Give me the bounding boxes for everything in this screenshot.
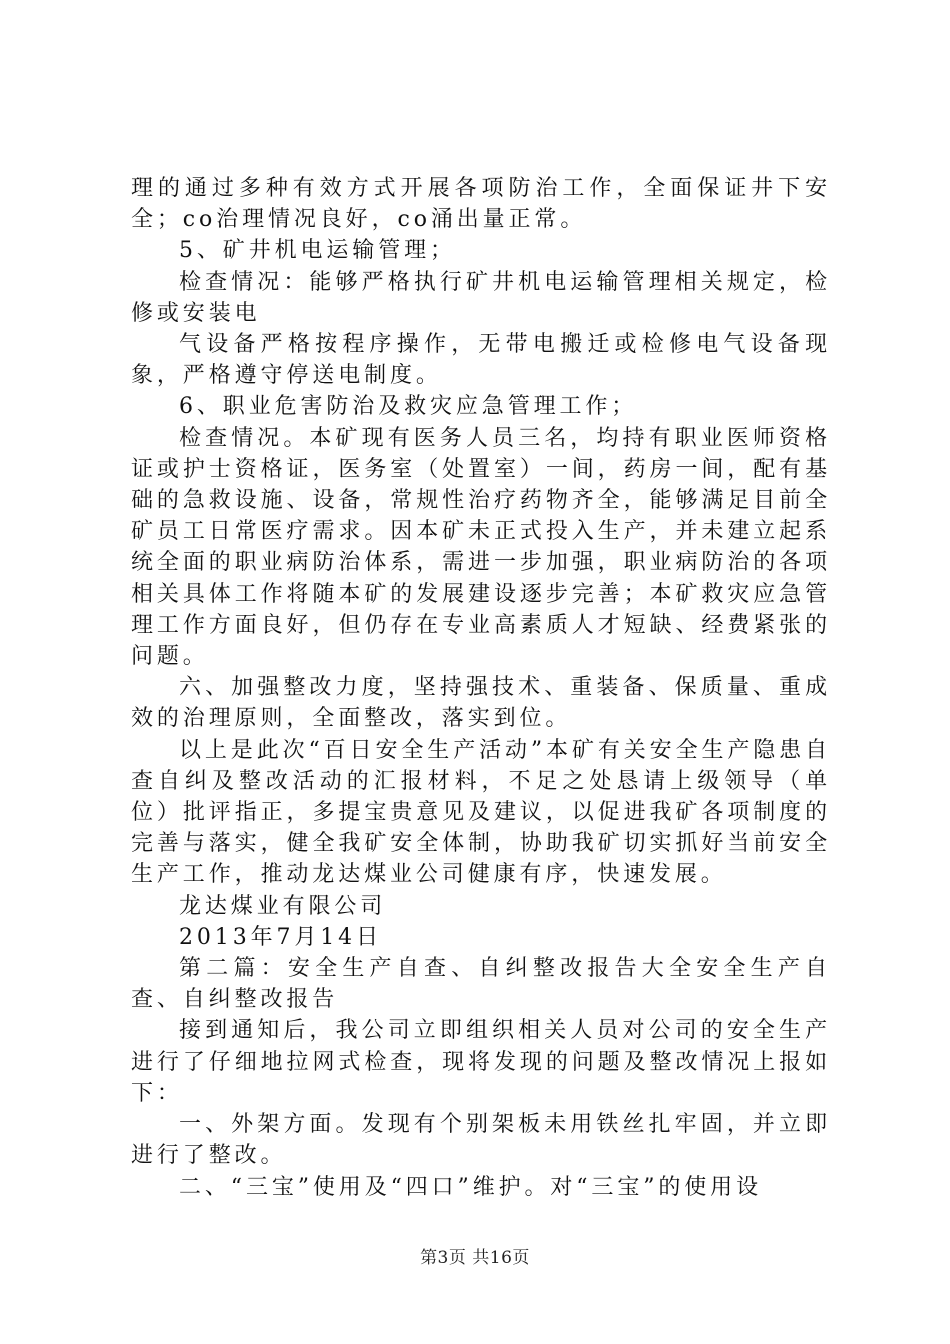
paragraph: 检查情况：能够严格执行矿井机电运输管理相关规定，检修或安装电 [131, 269, 831, 326]
page-number: 第3页 共16页 [420, 1248, 530, 1268]
chapter-title: 第二篇：安全生产自查、自纠整改报告大全安全生产自查、自纠整改报告 [131, 956, 831, 1013]
paragraph: 二、“三宝”使用及“四口”维护。对“三宝”的使用设 [179, 1174, 762, 1200]
paragraph: 检查情况。本矿现有医务人员三名，均持有职业医师资格证或护士资格证，医务室（处置室）一间，药房一间，配有基础的急救设施、设备，常规性治疗药物齐全，能够满足目前全矿员工日常医疗需求。因本矿未正式投入生产，并未建立起系统全面的职业病防治体系，需进一步加强，职业病防治的各项相关具体工作将随本矿的发展建设逐步完善；本矿救灾应急管理工作方面良好，但仍存在专业高素质人才短缺、经费紧张的问题。 [131, 425, 831, 670]
section-heading: 6、职业危害防治及救灾应急管理工作； [179, 394, 638, 420]
section-heading: 5、矿井机电运输管理； [179, 238, 456, 264]
signature-company: 龙达煤业有限公司 [179, 893, 387, 919]
signature-date: 2013年7月14日 [179, 924, 382, 950]
paragraph: 一、外架方面。发现有个别架板未用铁丝扎牢固，并立即进行了整改。 [131, 1112, 831, 1169]
paragraph: 理的通过多种有效方式开展各项防治工作，全面保证井下安全；co治理情况良好，co涌出量正常。 [131, 176, 831, 233]
paragraph: 以上是此次“百日安全生产活动”本矿有关安全生产隐患自查自纠及整改活动的汇报材料，不足之处恳请上级领导（单位）批评指正，多提宝贵意见及建议，以促进我矿各项制度的完善与落实，健全我矿安全体制，协助我矿切实抓好当前安全生产工作，推动龙达煤业公司健康有序，快速发展。 [131, 737, 831, 888]
paragraph: 六、加强整改力度，坚持强技术、重装备、保质量、重成效的治理原则，全面整改，落实到位。 [131, 675, 831, 732]
paragraph: 气设备严格按程序操作，无带电搬迁或检修电气设备现象，严格遵守停送电制度。 [131, 332, 831, 389]
document-body [131, 173, 831, 1203]
paragraph: 接到通知后，我公司立即组织相关人员对公司的安全生产进行了仔细地拉网式检查，现将发现的问题及整改情况上报如下： [131, 1018, 831, 1106]
